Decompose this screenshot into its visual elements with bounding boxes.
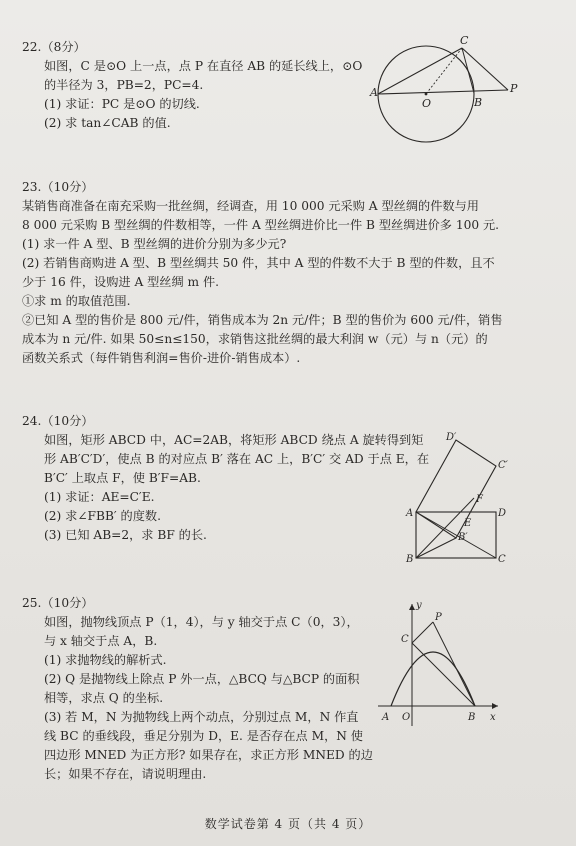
label-e: E — [464, 518, 472, 529]
q23-line-1: 某销售商准备在南充采购一批丝绸，经调查，用 10 000 元采购 A 型丝绸的件数与用 — [22, 199, 479, 213]
line-ac — [378, 48, 462, 94]
q23-line-2: 8 000 元采购 B 型丝绸的件数相等，一件 A 型丝绸进价比一件 B 型丝绸进价多 100 元. — [22, 218, 500, 232]
q22-line-3: (1) 求证：PC 是⊙O 的切线. — [44, 97, 200, 111]
q25-line-4: (2) Q 是抛物线上除点 P 外一点，△BCQ 与△BCP 的面积 — [44, 672, 360, 686]
label-d1: D′ — [446, 432, 457, 443]
q25-header: 25.（10分） — [22, 596, 94, 610]
line-ap — [378, 90, 508, 94]
label-b1: B′ — [458, 532, 468, 543]
q25-line-2: 与 x 轴交于点 A，B. — [44, 634, 158, 648]
line-cp — [412, 622, 433, 643]
line-bb1 — [416, 538, 456, 558]
q25-line-8: 四边形 MNED 为正方形? 如果存在，求正方形 MNED 的边 — [44, 748, 373, 762]
q24-line-2: 形 AB′C′D′，使点 B 的对应点 B′ 落在 AC 上，B′C′ 交 AD 于点 E，在 — [44, 452, 430, 466]
q25-line-9: 长；如果不存在，请说明理由. — [44, 767, 207, 781]
label-p: P — [435, 612, 442, 623]
q23-line-5: 少于 16 件，设购进 A 型丝绸 m 件. — [22, 275, 220, 289]
page-footer: 数学试卷第 4 页（共 4 页） — [204, 817, 372, 831]
question-22 — [22, 38, 362, 133]
line-bp — [433, 622, 475, 706]
q23-line-4: (2) 若销售商购进 A 型、B 型丝绸共 50 件，其中 A 型的件数不大于 B 型的件数，且不 — [22, 256, 495, 270]
label-d: D — [498, 508, 507, 519]
label-f: F — [476, 494, 483, 505]
q23-line-6: ①求 m 的取值范围. — [22, 294, 131, 308]
q24-line-5: (2) 求∠FBB′ 的度数. — [44, 509, 161, 523]
label-c1: C′ — [498, 460, 508, 471]
q24-line-3: B′C′ 上取点 F，使 B′F=AB. — [44, 471, 201, 485]
line-bc — [412, 643, 475, 706]
parabola — [391, 652, 475, 706]
label-c: C — [498, 554, 506, 565]
label-c: C — [460, 34, 469, 47]
q22-line-4: (2) 求 tan∠CAB 的值. — [44, 116, 171, 130]
q24-header: 24.（10分） — [22, 414, 94, 428]
line-cp — [462, 48, 508, 90]
q23-line-7: ②已知 A 型的售价是 800 元/件，销售成本为 2n 元/件；B 型的售价为 600 元/件，销售 — [22, 313, 503, 327]
q22-line-1: 如图，C 是⊙O 上一点，点 P 在直径 AB 的延长线上，⊙O — [44, 59, 363, 73]
q23-header: 23.（10分） — [22, 180, 94, 194]
label-y: y — [416, 600, 422, 611]
q22-header: 22.（8分） — [22, 40, 86, 54]
q22-line-2: 的半径为 3，PB=2，PC=4. — [44, 78, 204, 92]
q25-line-5: 相等，求点 Q 的坐标. — [44, 691, 164, 705]
q25-line-7: 线 BC 的垂线段，垂足分别为 D，E. 是否存在点 M，N 使 — [44, 729, 363, 743]
q22-circle-figure — [368, 32, 528, 152]
rect-ab1c1d1 — [416, 440, 496, 538]
line-ac — [416, 512, 496, 558]
q25-line-1: 如图，抛物线顶点 P（1，4），与 y 轴交于点 C（0，3）， — [44, 615, 359, 629]
question-24 — [22, 412, 429, 545]
question-23 — [22, 178, 503, 368]
label-b: B — [474, 96, 483, 109]
line-cb — [462, 48, 474, 93]
label-b: B — [468, 712, 476, 723]
q24-rectangle-figure — [402, 430, 514, 570]
label-b: B — [406, 554, 414, 565]
line-oc — [426, 48, 462, 94]
label-o: O — [402, 712, 411, 723]
q23-line-3: (1) 求一件 A 型、B 型丝绸的进价分别为多少元? — [22, 237, 287, 251]
q24-line-1: 如图，矩形 ABCD 中，AC=2AB，将矩形 ABCD 绕点 A 旋转得到矩 — [44, 433, 424, 447]
q25-parabola-figure — [374, 598, 504, 730]
label-a: A — [406, 508, 414, 519]
label-x: x — [490, 712, 496, 723]
label-o: O — [422, 97, 432, 110]
q23-line-9: 函数关系式（每件销售利润=售价-进价-销售成本）. — [22, 351, 301, 365]
question-25 — [22, 594, 373, 784]
q24-line-4: (1) 求证：AE=C′E. — [44, 490, 155, 504]
label-p: P — [510, 82, 518, 95]
q24-line-6: (3) 已知 AB=2，求 BF 的长. — [44, 528, 207, 542]
label-c: C — [401, 634, 409, 645]
q25-line-6: (3) 若 M，N 为抛物线上两个动点，分别过点 M，N 作直 — [44, 710, 359, 724]
label-a: A — [370, 86, 378, 99]
q25-line-3: (1) 求抛物线的解析式. — [44, 653, 167, 667]
q23-line-8: 成本为 n 元/件. 如果 50≤n≤150，求销售这批丝绸的最大利润 w（元）与 n（元）的 — [22, 332, 488, 346]
label-a: A — [382, 712, 390, 723]
